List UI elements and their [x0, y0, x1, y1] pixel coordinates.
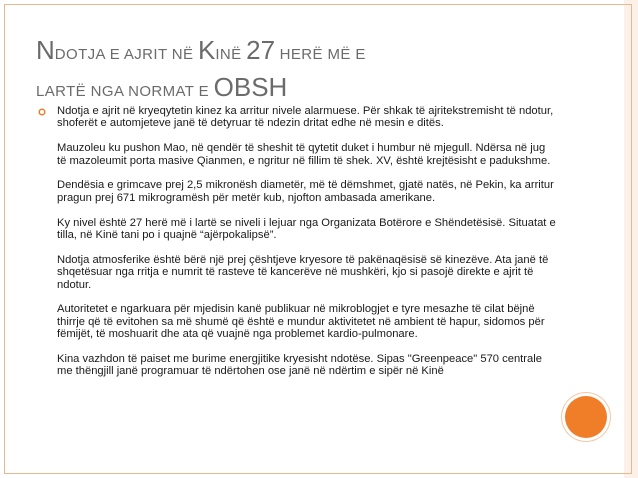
- slide-body: [57, 105, 557, 390]
- title-acronym: OBSH: [213, 72, 288, 102]
- title-line-1: [36, 34, 556, 71]
- body-paragraph: Ndotja atmosferike është bërë një prej çështjeve kryesore të pakënaqësisë së kinezëve. Ata janë të shqetësuar nga rritja e numrit të rasteve të kancerëve në mushkëri, kjo si pasojë direkte e ajrit të ndotur.: [57, 253, 549, 291]
- bullet-ring-icon: [38, 108, 46, 116]
- title-line-2: [36, 71, 556, 108]
- body-paragraph: Dendësia e grimcave prej 2,5 mikronësh diametër, më të dëmshmet, gjatë natës, në Pekin, ka arritur pragun prej 671 mikrogramësh për metër kub, njofton ambasada amerikane.: [57, 179, 554, 204]
- body-paragraph: Kina vazhdon të paiset me burime energjitike kryesisht ndotëse. Sipas "Greenpeace" 570 centrale me thëngjill janë programuar të ndërtohen ose janë në ndërtim e sipër në Kinë: [57, 353, 542, 378]
- body-paragraph: Mauzoleu ku pushon Mao, në qendër të sheshit të qytetit duket i humbur në mjegull. Ndërsa në jug të mazoleumit porta masive Qianmen, e ngritur në fillim të shek. XV, është krejtësisht e padukshme.: [57, 142, 551, 167]
- decorative-orange-circle: [565, 396, 607, 438]
- title-small-caps: LARTË NGA NORMAT E: [36, 83, 214, 100]
- body-paragraph: Ndotja e ajrit në kryeqytetin kinez ka arritur nivele alarmuese. Për shkak të ajritekstremisht të ndotur, shoferët e automjeteve janë të detyruar të ndezin dritat edhe në mesin e ditës.: [57, 105, 554, 130]
- slide-title: [36, 34, 556, 108]
- title-initial: N: [36, 35, 55, 65]
- title-small-caps: HERË MË E: [275, 46, 366, 63]
- body-paragraph: Ky nivel është 27 herë më i lartë se niveli i lejuar nga Organizata Botërore e Shëndetësisë. Situatat e tilla, në Kinë tani po i quajnë “ajërpokalipsë”.: [57, 216, 556, 242]
- body-paragraph: Autoritetet e ngarkuara për mjedisin kanë publikuar në mikroblogjet e tyre mesazhe të cilat bëjnë thirrje që të evitohen sa më shumë që është e mundur aktivitetet në ambient të hapur, sidomos për fëmijët, të moshuarit dhe ata që vuajnë nga problemet kardio-pulmonare.: [57, 303, 545, 341]
- title-number: 27: [246, 35, 276, 65]
- title-small-caps: DOTJA E AJRIT NË: [54, 46, 199, 63]
- title-small-caps: INË: [215, 46, 247, 63]
- title-initial: K: [198, 35, 216, 65]
